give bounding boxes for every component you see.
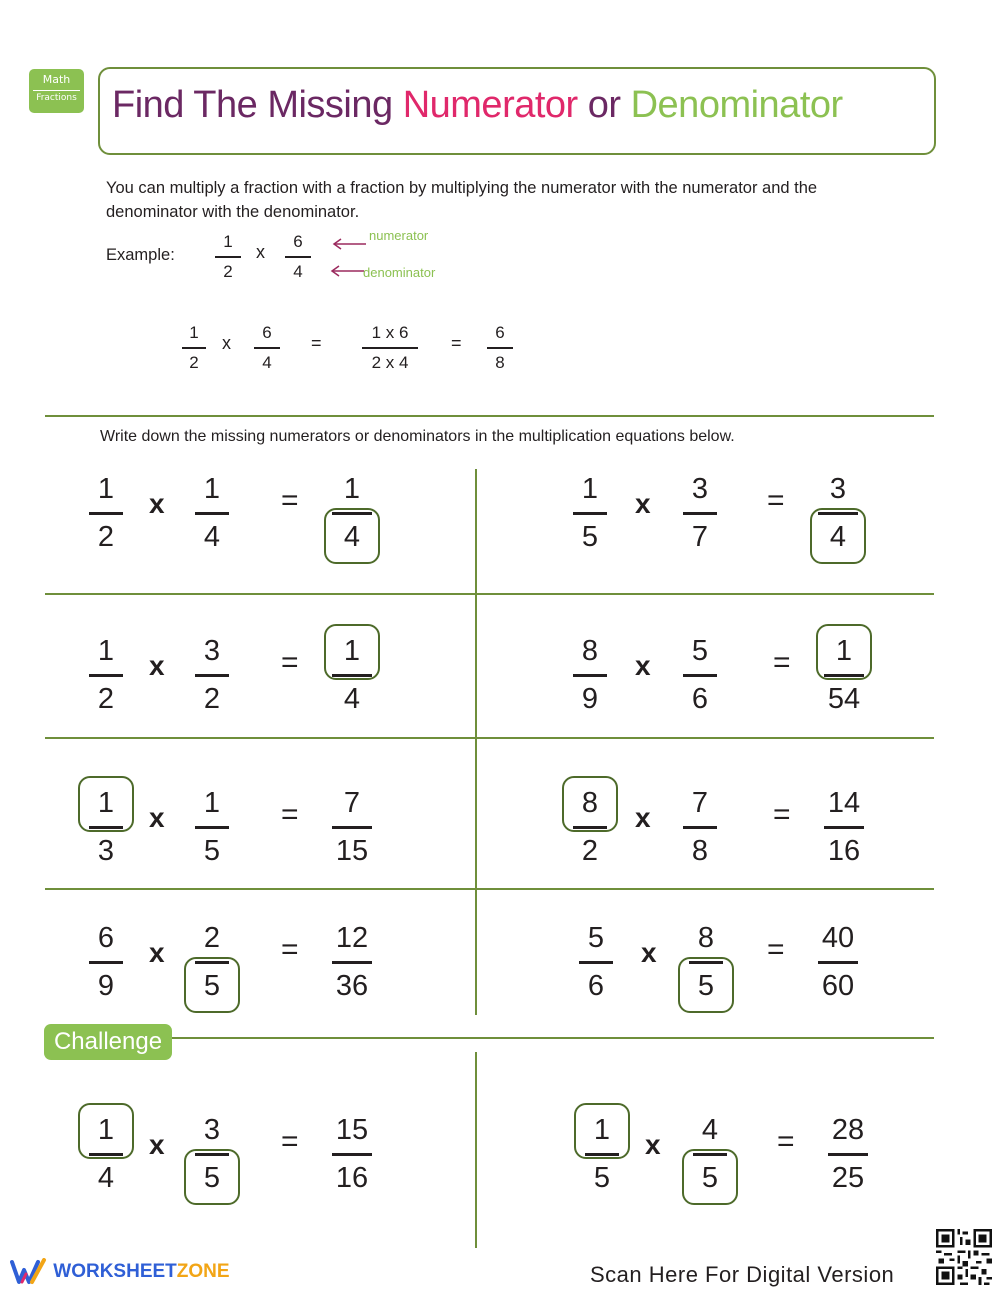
qr-code-icon[interactable]: [936, 1228, 992, 1286]
fraction-numerator: 6: [262, 323, 272, 342]
fraction-numerator: 4: [701, 1114, 719, 1146]
example-fraction-a: [215, 231, 241, 283]
scan-text: Scan Here For Digital Version: [590, 1262, 895, 1287]
fraction-denominator: 7: [691, 521, 709, 553]
fraction-numerator: 2: [203, 922, 221, 954]
fraction-denominator[interactable]: 5: [701, 1162, 719, 1194]
fraction-denominator: 5: [593, 1162, 611, 1194]
fraction-bar: [824, 826, 864, 829]
fraction-denominator: 36: [335, 970, 369, 1002]
fraction-numerator: 3: [203, 635, 221, 667]
topic-label: Fractions: [36, 93, 77, 103]
answer-box[interactable]: [678, 957, 734, 1013]
fraction-bar: [683, 674, 717, 677]
example-eq-fraction-b: [254, 322, 280, 374]
fraction-denominator: 2 x 4: [371, 352, 409, 372]
answer-box[interactable]: [324, 508, 380, 564]
fraction-numerator[interactable]: 1: [593, 1114, 611, 1146]
fraction-numerator: 5: [587, 922, 605, 954]
fraction-result: [814, 784, 874, 870]
times-sign: x: [149, 937, 165, 968]
example-eq-times: x: [222, 333, 231, 353]
fraction-bar: [89, 674, 123, 677]
fraction-result: [322, 784, 382, 870]
grid-vertical-divider: [475, 469, 477, 1015]
fraction-a: [560, 632, 620, 718]
fraction-b: [182, 784, 242, 870]
intro-text: You can multiply a fraction with a fraction by multiplying the numerator with the numerator and the denominator with the denominator.: [106, 179, 818, 221]
answer-box[interactable]: [184, 1149, 240, 1205]
fraction-bar: [573, 512, 607, 515]
answer-box[interactable]: [574, 1103, 630, 1159]
fraction-denominator: 2: [581, 835, 599, 867]
fraction-denominator: 16: [335, 1162, 369, 1194]
fraction-denominator[interactable]: 4: [343, 521, 361, 553]
title-numerator: Numerator: [402, 84, 578, 126]
equals-sign: =: [281, 798, 299, 831]
fraction-a: [76, 919, 136, 1005]
fraction-denominator[interactable]: 5: [203, 1162, 221, 1194]
fraction-bar: [573, 674, 607, 677]
times-sign: x: [635, 650, 651, 681]
fraction-denominator: 3: [97, 835, 115, 867]
fraction-result: [818, 1111, 878, 1197]
fraction-numerator: 40: [821, 922, 855, 954]
times-sign: x: [635, 802, 651, 833]
fraction-denominator: 4: [293, 261, 303, 281]
fraction-denominator: 4: [203, 521, 221, 553]
fraction-numerator: 7: [691, 787, 709, 819]
fraction-bar: [332, 826, 372, 829]
fraction-numerator: 7: [343, 787, 361, 819]
fraction-numerator: 15: [335, 1114, 369, 1146]
grid-row-divider: [45, 593, 934, 595]
worksheetzone-logo-icon: [10, 1258, 48, 1286]
times-sign: x: [149, 802, 165, 833]
fraction-denominator: 2: [223, 261, 233, 281]
fraction-numerator: 3: [203, 1114, 221, 1146]
fraction-denominator: 4: [343, 683, 361, 715]
fraction-denominator: 2: [97, 521, 115, 553]
title-or: or: [577, 84, 631, 126]
fraction-numerator: 1: [223, 232, 233, 251]
fraction-numerator: 8: [697, 922, 715, 954]
fraction-numerator: 6: [97, 922, 115, 954]
answer-box[interactable]: [324, 624, 380, 680]
fraction-b: [182, 470, 242, 556]
fraction-denominator: 6: [691, 683, 709, 715]
fraction-denominator: 9: [97, 970, 115, 1002]
fraction-bar: [89, 961, 123, 964]
fraction-b: [670, 784, 730, 870]
fraction-bar: [818, 961, 858, 964]
example-eq-fraction-mid: [362, 322, 418, 374]
example-eq-fraction-a: [182, 322, 206, 374]
fraction-b: [182, 632, 242, 718]
fraction-numerator: 1: [203, 473, 221, 505]
answer-box[interactable]: [562, 776, 618, 832]
subject-tag: [29, 69, 84, 113]
fraction-numerator: 1: [97, 635, 115, 667]
answer-box[interactable]: [78, 776, 134, 832]
fraction-bar: [332, 961, 372, 964]
fraction-denominator: 5: [203, 835, 221, 867]
title-part1: Find The Missing: [112, 84, 403, 126]
fraction-denominator: 8: [495, 352, 505, 372]
example-eq-fraction-result: [487, 322, 513, 374]
equals-sign: =: [773, 798, 791, 831]
fraction-numerator[interactable]: 1: [97, 1114, 115, 1146]
fraction-denominator: 6: [587, 970, 605, 1002]
fraction-denominator[interactable]: 4: [829, 521, 847, 553]
equals-sign: =: [281, 646, 299, 679]
grid-row-divider: [45, 737, 934, 739]
example-times: x: [256, 242, 265, 262]
answer-box[interactable]: [78, 1103, 134, 1159]
fraction-denominator: 9: [581, 683, 599, 715]
times-sign: x: [645, 1129, 661, 1160]
fraction-bar: [828, 1153, 868, 1156]
equals-sign: =: [777, 1125, 795, 1158]
challenge-vertical-divider: [475, 1052, 477, 1248]
fraction-denominator: 25: [831, 1162, 865, 1194]
fraction-bar: [195, 826, 229, 829]
fraction-denominator: 5: [581, 521, 599, 553]
fraction-numerator: 5: [691, 635, 709, 667]
fraction-numerator: 1 x 6: [371, 323, 409, 342]
fraction-result: [322, 919, 382, 1005]
example-eq-equals-2: =: [451, 333, 462, 353]
divider: [45, 415, 934, 417]
fraction-denominator: 15: [335, 835, 369, 867]
answer-box[interactable]: [184, 957, 240, 1013]
fraction-denominator: 60: [821, 970, 855, 1002]
example-fraction-b: [285, 231, 311, 283]
fraction-result: [322, 1111, 382, 1197]
times-sign: x: [149, 488, 165, 519]
title-denominator: Denominator: [630, 84, 843, 126]
fraction-a: [566, 919, 626, 1005]
numerator-annotation: numerator: [369, 228, 429, 243]
fraction-numerator: 1: [97, 473, 115, 505]
answer-box[interactable]: [810, 508, 866, 564]
fraction-numerator: 28: [831, 1114, 865, 1146]
fraction-bar: [579, 961, 613, 964]
fraction-denominator: 4: [97, 1162, 115, 1194]
fraction-numerator: 3: [829, 473, 847, 505]
fraction-bar: [332, 1153, 372, 1156]
answer-box[interactable]: [682, 1149, 738, 1205]
denominator-annotation: denominator: [363, 265, 436, 280]
fraction-numerator: 6: [293, 232, 303, 251]
fraction-denominator: 16: [827, 835, 861, 867]
fraction-numerator: 1: [189, 323, 199, 342]
fraction-a: [76, 632, 136, 718]
challenge-divider: [170, 1037, 934, 1039]
times-sign: x: [149, 1129, 165, 1160]
times-sign: x: [635, 488, 651, 519]
fraction-denominator: 2: [203, 683, 221, 715]
fraction-b: [670, 632, 730, 718]
fraction-denominator[interactable]: 5: [203, 970, 221, 1002]
brand-part2: ZONE: [176, 1261, 230, 1283]
equals-sign: =: [281, 484, 299, 517]
fraction-a: [560, 470, 620, 556]
fraction-denominator: 54: [827, 683, 861, 715]
subject-label: Math: [42, 73, 71, 86]
fraction-result: [808, 919, 868, 1005]
brand-logo: [10, 1258, 230, 1286]
fraction-a: [76, 470, 136, 556]
fraction-bar: [683, 826, 717, 829]
fraction-denominator: 4: [262, 352, 272, 372]
grid-row-divider: [45, 888, 934, 890]
fraction-bar: [683, 512, 717, 515]
equals-sign: =: [281, 933, 299, 966]
page-title: [112, 84, 843, 127]
times-sign: x: [149, 650, 165, 681]
fraction-numerator[interactable]: 1: [97, 787, 115, 819]
equals-sign: =: [281, 1125, 299, 1158]
fraction-numerator[interactable]: 1: [835, 635, 853, 667]
fraction-bar: [195, 512, 229, 515]
fraction-denominator: 2: [97, 683, 115, 715]
fraction-numerator[interactable]: 1: [343, 635, 361, 667]
instruction-text: Write down the missing numerators or denominators in the multiplication equations below.: [100, 428, 735, 445]
fraction-numerator: 6: [495, 323, 505, 342]
fraction-numerator: 1: [581, 473, 599, 505]
fraction-numerator: 1: [203, 787, 221, 819]
fraction-numerator: 8: [581, 635, 599, 667]
times-sign: x: [641, 937, 657, 968]
fraction-bar: [195, 674, 229, 677]
equals-sign: =: [773, 646, 791, 679]
fraction-b: [670, 470, 730, 556]
fraction-numerator: 12: [335, 922, 369, 954]
answer-box[interactable]: [816, 624, 872, 680]
equals-sign: =: [767, 484, 785, 517]
fraction-numerator[interactable]: 8: [581, 787, 599, 819]
fraction-denominator: 2: [189, 352, 199, 372]
challenge-badge: Challenge: [44, 1024, 172, 1060]
fraction-numerator: 3: [691, 473, 709, 505]
example-eq-equals-1: =: [311, 333, 322, 353]
brand-part1: WORKSHEET: [53, 1261, 177, 1283]
equals-sign: =: [767, 933, 785, 966]
example-label: Example:: [106, 246, 175, 264]
fraction-numerator: 14: [827, 787, 861, 819]
fraction-denominator: 8: [691, 835, 709, 867]
fraction-denominator[interactable]: 5: [697, 970, 715, 1002]
fraction-bar: [89, 512, 123, 515]
fraction-numerator: 1: [343, 473, 361, 505]
